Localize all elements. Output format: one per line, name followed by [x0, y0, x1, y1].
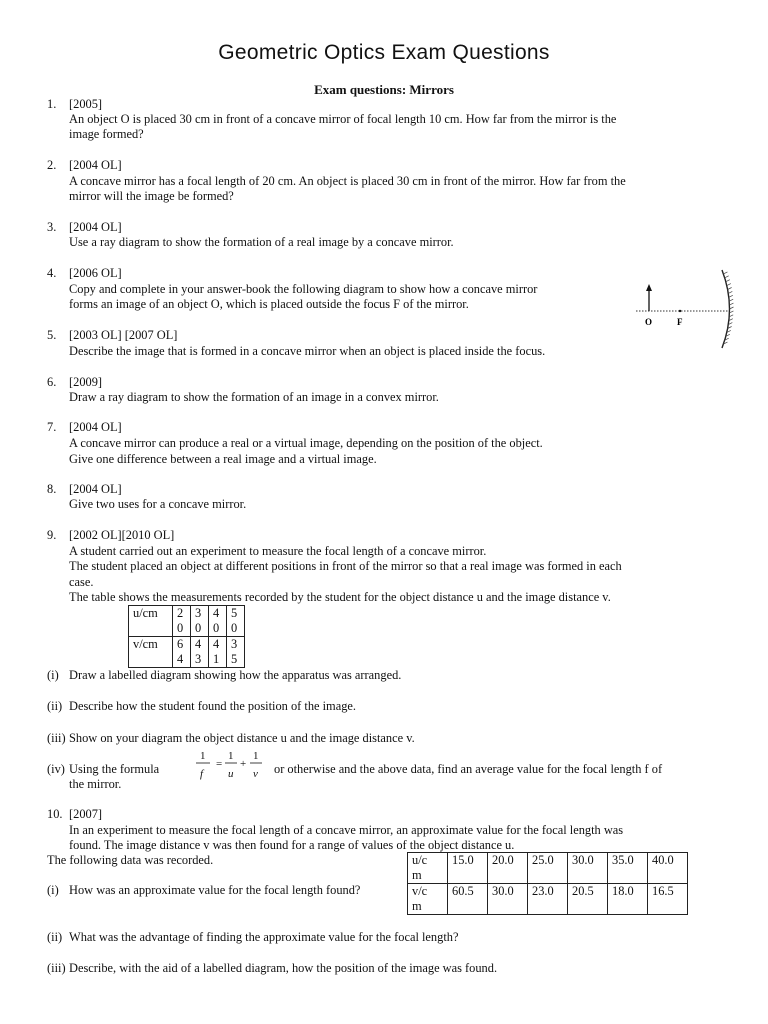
table-row — [408, 853, 688, 884]
q10-tag: [2007] — [69, 807, 103, 821]
q4-tag: [2006 OL] — [69, 266, 122, 280]
q9-data-table — [128, 605, 245, 668]
q1-line2: image formed? — [69, 127, 144, 141]
q9-part-i-number: (i) — [47, 668, 59, 682]
q5-line1: Describe the image that is formed in a concave mirror when an object is placed inside the focus. — [69, 344, 546, 358]
q8-number: 8. — [47, 482, 57, 496]
q2-line2: mirror will the image be formed? — [69, 189, 234, 203]
object-label: O — [645, 317, 653, 327]
hatch-mark — [728, 291, 732, 293]
q8-tag: [2004 OL] — [69, 482, 122, 496]
table-cell: 20.5 — [568, 884, 608, 915]
table-cell: 25.0 — [528, 853, 568, 884]
table-cell: 35.0 — [608, 853, 648, 884]
table-row — [408, 884, 688, 915]
q9-part-iv-text-b: or otherwise and the above data, find an average value for the focal length f of — [274, 762, 663, 776]
formula-numerator: 1 — [228, 750, 234, 762]
formula-v: v — [253, 768, 258, 780]
q9-v-label: v/cm — [129, 637, 173, 668]
table-cell: 15.0 — [448, 853, 488, 884]
q8-line1: Give two uses for a concave mirror. — [69, 497, 247, 511]
object-arrowhead — [646, 284, 652, 291]
table-cell: 4 1 — [209, 637, 227, 668]
q7-line2: Give one difference between a real image and a virtual image. — [69, 452, 377, 466]
table-cell: 23.0 — [528, 884, 568, 915]
formula-equals: = — [216, 758, 223, 770]
q10-part-iii-number: (iii) — [47, 961, 66, 975]
q4-line1: Copy and complete in your answer-book the following diagram to show how a concave mirror — [69, 282, 538, 296]
hatch-mark — [725, 276, 729, 278]
table-cell: 3 0 — [191, 606, 209, 637]
q10-line2: found. The image distance v was then found for a range of values of the object distance u. — [69, 838, 515, 852]
q10-part-iii-text: Describe, with the aid of a labelled diagram, how the position of the image was found. — [69, 961, 498, 975]
q9-number: 9. — [47, 528, 57, 542]
section-heading: Exam questions: Mirrors — [314, 82, 454, 97]
mirror-hatching — [723, 272, 733, 344]
table-cell: 4 3 — [191, 637, 209, 668]
q10-data-table — [407, 852, 688, 915]
table-cell: 5 0 — [227, 606, 245, 637]
q1-line1: An object O is placed 30 cm in front of a concave mirror of focal length 10 cm. How far from the mirror is the — [69, 112, 617, 126]
q10-number: 10. — [47, 807, 63, 821]
q5-tag: [2003 OL] [2007 OL] — [69, 328, 178, 342]
q7-line1: A concave mirror can produce a real or a virtual image, depending on the position of the object. — [69, 436, 543, 450]
hatch-mark — [726, 280, 730, 282]
q10-part-i-number: (i) — [47, 883, 59, 897]
q6-number: 6. — [47, 375, 57, 389]
hatch-mark — [727, 284, 731, 286]
q9-part-ii-text: Describe how the student found the position of the image. — [69, 699, 356, 713]
q1-number: 1. — [47, 97, 57, 111]
q10-v-label: v/c m — [408, 884, 448, 915]
q10-part-ii-number: (ii) — [47, 930, 63, 944]
q9-line3: case. — [69, 575, 94, 589]
q10-line1: In an experiment to measure the focal length of a concave mirror, an approximate value for the focal length was — [69, 823, 624, 837]
table-cell: 4 0 — [209, 606, 227, 637]
q7-tag: [2004 OL] — [69, 420, 122, 434]
q4-number: 4. — [47, 266, 57, 280]
q1-tag: [2005] — [69, 97, 103, 111]
table-cell: 20.0 — [488, 853, 528, 884]
hatch-mark — [728, 288, 732, 290]
hatch-mark — [723, 272, 727, 274]
q9-line1: A student carried out an experiment to measure the focal length of a concave mirror. — [69, 544, 487, 558]
focus-label: F — [677, 317, 683, 327]
table-row — [129, 637, 245, 668]
table-cell: 60.5 — [448, 884, 488, 915]
formula-f: f — [200, 768, 204, 780]
q4-line2: forms an image of an object O, which is placed outside the focus F of the mirror. — [69, 297, 469, 311]
mirror-diagram — [632, 268, 742, 352]
q9-part-iv-number: (iv) — [47, 762, 65, 776]
q5-number: 5. — [47, 328, 57, 342]
q9-u-label: u/cm — [129, 606, 173, 637]
table-row — [129, 606, 245, 637]
formula-numerator: 1 — [200, 750, 206, 762]
q7-number: 7. — [47, 420, 57, 434]
q2-line1: A concave mirror has a focal length of 20 cm. An object is placed 30 cm in front of the mirror. How far from the — [69, 174, 626, 188]
q10-part-ii-text: What was the advantage of finding the approximate value for the focal length? — [69, 930, 459, 944]
q3-line1: Use a ray diagram to show the formation of a real image by a concave mirror. — [69, 235, 454, 249]
q6-line1: Draw a ray diagram to show the formation of an image in a convex mirror. — [69, 390, 439, 404]
table-cell: 18.0 — [608, 884, 648, 915]
page-title: Geometric Optics Exam Questions — [218, 41, 550, 64]
q3-tag: [2004 OL] — [69, 220, 122, 234]
q9-part-iii-number: (iii) — [47, 731, 66, 745]
formula-plus: + — [240, 758, 247, 770]
concave-mirror — [722, 270, 730, 348]
table-cell: 30.0 — [488, 884, 528, 915]
formula-u: u — [228, 768, 234, 780]
q10-part-i-text: How was an approximate value for the focal length found? — [69, 883, 361, 897]
table-cell: 40.0 — [648, 853, 688, 884]
focus-point — [679, 310, 681, 312]
q9-part-i-text: Draw a labelled diagram showing how the apparatus was arranged. — [69, 668, 402, 682]
hatch-mark — [729, 295, 733, 297]
q10-line3: The following data was recorded. — [47, 853, 214, 867]
q2-tag: [2004 OL] — [69, 158, 122, 172]
table-cell: 16.5 — [648, 884, 688, 915]
table-cell: 30.0 — [568, 853, 608, 884]
q9-line2: The student placed an object at different positions in front of the mirror so that a real image was formed in each — [69, 559, 622, 573]
table-cell: 3 5 — [227, 637, 245, 668]
table-cell: 6 4 — [173, 637, 191, 668]
q9-line4: The table shows the measurements recorded by the student for the object distance u and the image distance v. — [69, 590, 611, 604]
q9-part-ii-number: (ii) — [47, 699, 63, 713]
table-cell: 2 0 — [173, 606, 191, 637]
lens-formula — [190, 746, 270, 784]
q10-u-label: u/c m — [408, 853, 448, 884]
q6-tag: [2009] — [69, 375, 103, 389]
q9-part-iii-text: Show on your diagram the object distance u and the image distance v. — [69, 731, 415, 745]
q9-tag: [2002 OL][2010 OL] — [69, 528, 175, 542]
q3-number: 3. — [47, 220, 57, 234]
formula-numerator: 1 — [253, 750, 259, 762]
q2-number: 2. — [47, 158, 57, 172]
q9-part-iv-text-a: Using the formula — [69, 762, 160, 776]
q9-part-iv-text-c: the mirror. — [69, 777, 122, 791]
